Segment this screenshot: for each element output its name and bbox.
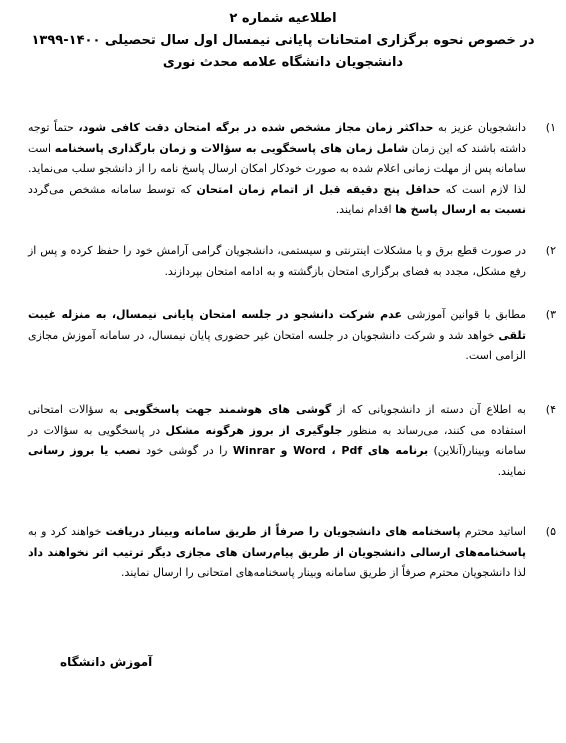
item-3 <box>28 305 556 367</box>
body-text: لذا دانشجویان محترم صرفاً از طریق سامانه وبینار پاسخنامه‌های امتحانی را ارسال نمایند. <box>121 566 526 579</box>
body-text: مطابق با قوانین آموزشی <box>402 308 526 321</box>
announcement-title: اطلاعیه شماره ۲ <box>229 11 337 26</box>
emphasized-text: گوشی های هوشمند جهت پاسخگویی <box>123 403 332 416</box>
body-text: دانشجویان عزیز به <box>433 121 526 134</box>
body-text: خواهد شد و شرکت دانشجویان در جلسه امتحان غیر حضوری پایان نیمسال، در سامانه آموزش مجازی الزامی است. <box>28 328 526 362</box>
emphasized-text: پاسخنامه‌های ارسالی دانشجویان از طریق پیام‌رسان های مجازی دیگر ترتیب اثر نخواهند داد <box>28 545 526 559</box>
body-text: حتماً توجه داشته باشند که این زمان <box>28 121 526 155</box>
body-text: در صورت قطع برق و یا مشکلات اینترنتی و سیستمی، دانشجویان گرامی آرامش خود را حفظ کرده و پس از رفع مشکل، مجدد به فضای برگزاری امتحان بازگشته و به ادامه امتحان بپردازند. <box>28 244 526 278</box>
body-text: اساتید محترم <box>460 525 526 538</box>
item-text <box>28 400 526 482</box>
item-text <box>28 305 526 367</box>
announcement-subject: در خصوص نحوه برگزاری امتحانات پایانی نیمسال اول سال تحصیلی ۱۴۰۰-۱۳۹۹ <box>31 33 535 48</box>
body-text: خواهند کرد و به <box>28 525 106 538</box>
body-text: در پاسخگویی به سؤالات در سامانه وبینار(آنلاین) <box>28 423 527 457</box>
item-1 <box>28 118 556 221</box>
emphasized-text: شامل زمان های پاسخگویی به سؤالات و زمان بارگذاری پاسخنامه <box>54 141 409 155</box>
item-4 <box>28 400 556 482</box>
body-text: که توسط سامانه مشخص می‌گردد <box>28 182 197 196</box>
announcement-header <box>0 8 566 74</box>
emphasized-text: نسبت به ارسال پاسخ ها <box>395 203 526 216</box>
emphasized-text: نصب یا بروز رسانی <box>28 444 141 457</box>
body-text: اقدام نمایند. <box>335 203 396 216</box>
emphasized-text: حداکثر زمان مجاز مشخص شده در برگه امتحان دقت کافی شود، <box>78 121 434 134</box>
item-number: ۵) <box>545 525 556 538</box>
item-number: ۲) <box>545 244 556 257</box>
item-2 <box>28 241 556 282</box>
body-text: را در گوشی خود <box>140 444 233 457</box>
item-5 <box>28 522 556 584</box>
body-text: به سؤالات امتحانی استفاده می کنند، می‌رساند به منظور <box>28 403 526 437</box>
emphasized-text: پاسخنامه های دانشجویان را صرفاً از طریق سامانه وبینار دریافت <box>105 525 461 538</box>
item-text <box>28 118 526 221</box>
emphasized-text: حداقل پنج دقیقه قبل از اتمام زمان امتحان <box>196 182 441 196</box>
item-number: ۳) <box>545 308 556 321</box>
item-number: ۴) <box>545 403 556 416</box>
announcement-audience: دانشجویان دانشگاه علامه محدث نوری <box>162 55 404 70</box>
item-text <box>28 522 526 584</box>
item-text <box>28 241 526 282</box>
emphasized-text: عدم شرکت دانشجو در جلسه امتحان پایانی نیمسال، به منزله غیبت تلقی <box>28 308 526 342</box>
body-text: نمایند. <box>497 464 526 478</box>
emphasized-text: برنامه های Word ، Pdf و Winrar <box>232 444 429 457</box>
body-text: به اطلاع آن دسته از دانشجویانی که از <box>331 403 526 416</box>
body-text: است سامانه پس از مهلت زمانی اعلام شده به صورت خودکار امکان ارسال پاسخ نامه را از دانشجو سلب می‌نماید. لذا لازم است که <box>28 141 526 196</box>
item-number: ۱) <box>545 121 556 134</box>
emphasized-text: جلوگیری از بروز هرگونه مشکل <box>165 423 343 437</box>
signature-office: آموزش دانشگاه <box>60 655 153 669</box>
